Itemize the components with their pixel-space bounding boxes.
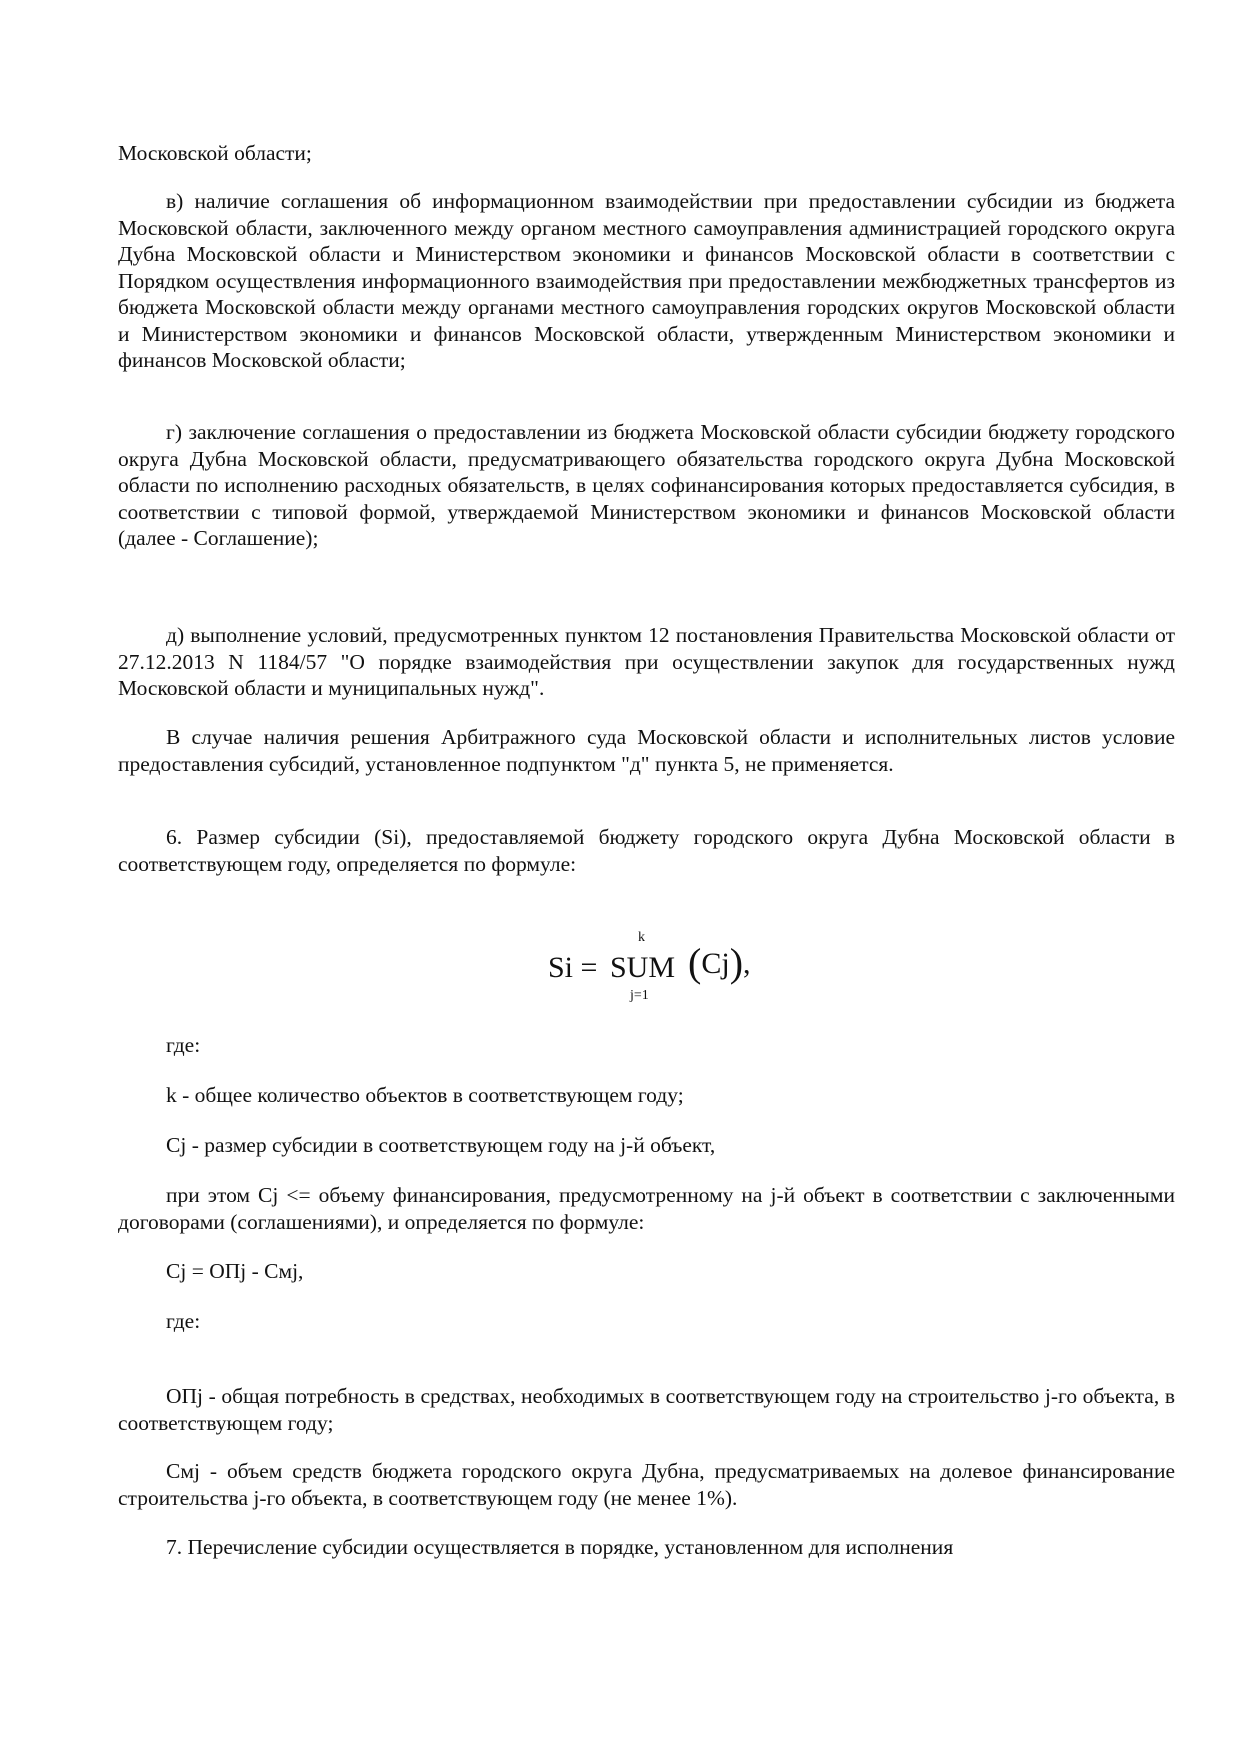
paragraph-cj-condition: при этом Cj <= объему финансирования, предусмотренному на j-й объект в соответствии с заключенными договорами (соглашениями), и определяется по формуле: [118, 1183, 1175, 1234]
formula-lhs: Si = [548, 951, 598, 984]
formula-argument [688, 940, 751, 987]
formula-arg-text: Cj [701, 947, 730, 980]
paragraph-arbitration: В случае наличия решения Арбитражного суда Московской области и исполнительных листов условие предоставления субсидий, установленное подпунктом "д" пункта 5, не применяется. [118, 725, 1175, 776]
definition-k: k - общее количество объектов в соответствующем году; [166, 1083, 684, 1107]
formula-sum-operator: SUM [610, 951, 676, 984]
paragraph-clause-7: 7. Перечисление субсидии осуществляется в порядке, установленном для исполнения [166, 1535, 954, 1559]
formula-cj: Cj = ОПj - Cмj, [166, 1259, 304, 1283]
where-label-1: где: [166, 1033, 201, 1057]
paragraph-continuation: Московской области; [118, 141, 312, 165]
definition-opj: ОПj - общая потребность в средствах, необходимых в соответствующем году на строительство j-го объекта, в соответствующем году; [118, 1384, 1175, 1435]
formula-lower-limit: j=1 [630, 988, 649, 1003]
paragraph-item-v: в) наличие соглашения об информационном взаимодействии при предоставлении субсидии из бюджета Московской области, заключенного между органом местного самоуправления администрацией городского округа Дубна Московской области и Министерством экономики и финансов Московской области в соответствии с Порядком осуществления информационного взаимодействия при предоставлении межбюджетных трансфертов из бюджета Московской области между органами местного самоуправления городских округов Московской области и Министерством экономики и финансов Московской области, утвержденным Министерством экономики и финансов Московской области; [118, 189, 1175, 372]
definition-cj: Cj - размер субсидии в соответствующем году на j-й объект, [166, 1133, 716, 1157]
formula-upper-limit: k [638, 930, 645, 945]
where-label-2: где: [166, 1309, 201, 1333]
formula-open-paren: ( [688, 940, 702, 985]
formula-tail: , [743, 947, 751, 980]
paragraph-item-g: г) заключение соглашения о предоставлении из бюджета Московской области субсидии бюджету городского округа Дубна Московской области, предусматривающего обязательства городского округа Дубна Московской области по исполнению расходных обязательств, в целях софинансирования которых предоставляется субсидия, в соответствии с типовой формой, утверждаемой Министерством экономики и финансов Московской области (далее - Соглашение); [118, 420, 1175, 550]
formula-close-paren: ) [729, 940, 744, 985]
definition-cmj: Cмj - объем средств бюджета городского округа Дубна, предусматриваемых на долевое финансирование строительства j-го объекта, в соответствующем году (не менее 1%). [118, 1459, 1175, 1510]
paragraph-item-d: д) выполнение условий, предусмотренных пунктом 12 постановления Правительства Московской области от 27.12.2013 N 1184/57 "О порядке взаимодействия при осуществлении закупок для государственных нужд Московской области и муниципальных нужд". [118, 623, 1175, 700]
paragraph-clause-6: 6. Размер субсидии (Si), предоставляемой бюджету городского округа Дубна Московской области в соответствующем году, определяется по формуле: [118, 825, 1175, 876]
formula-si-sum [548, 930, 768, 1010]
